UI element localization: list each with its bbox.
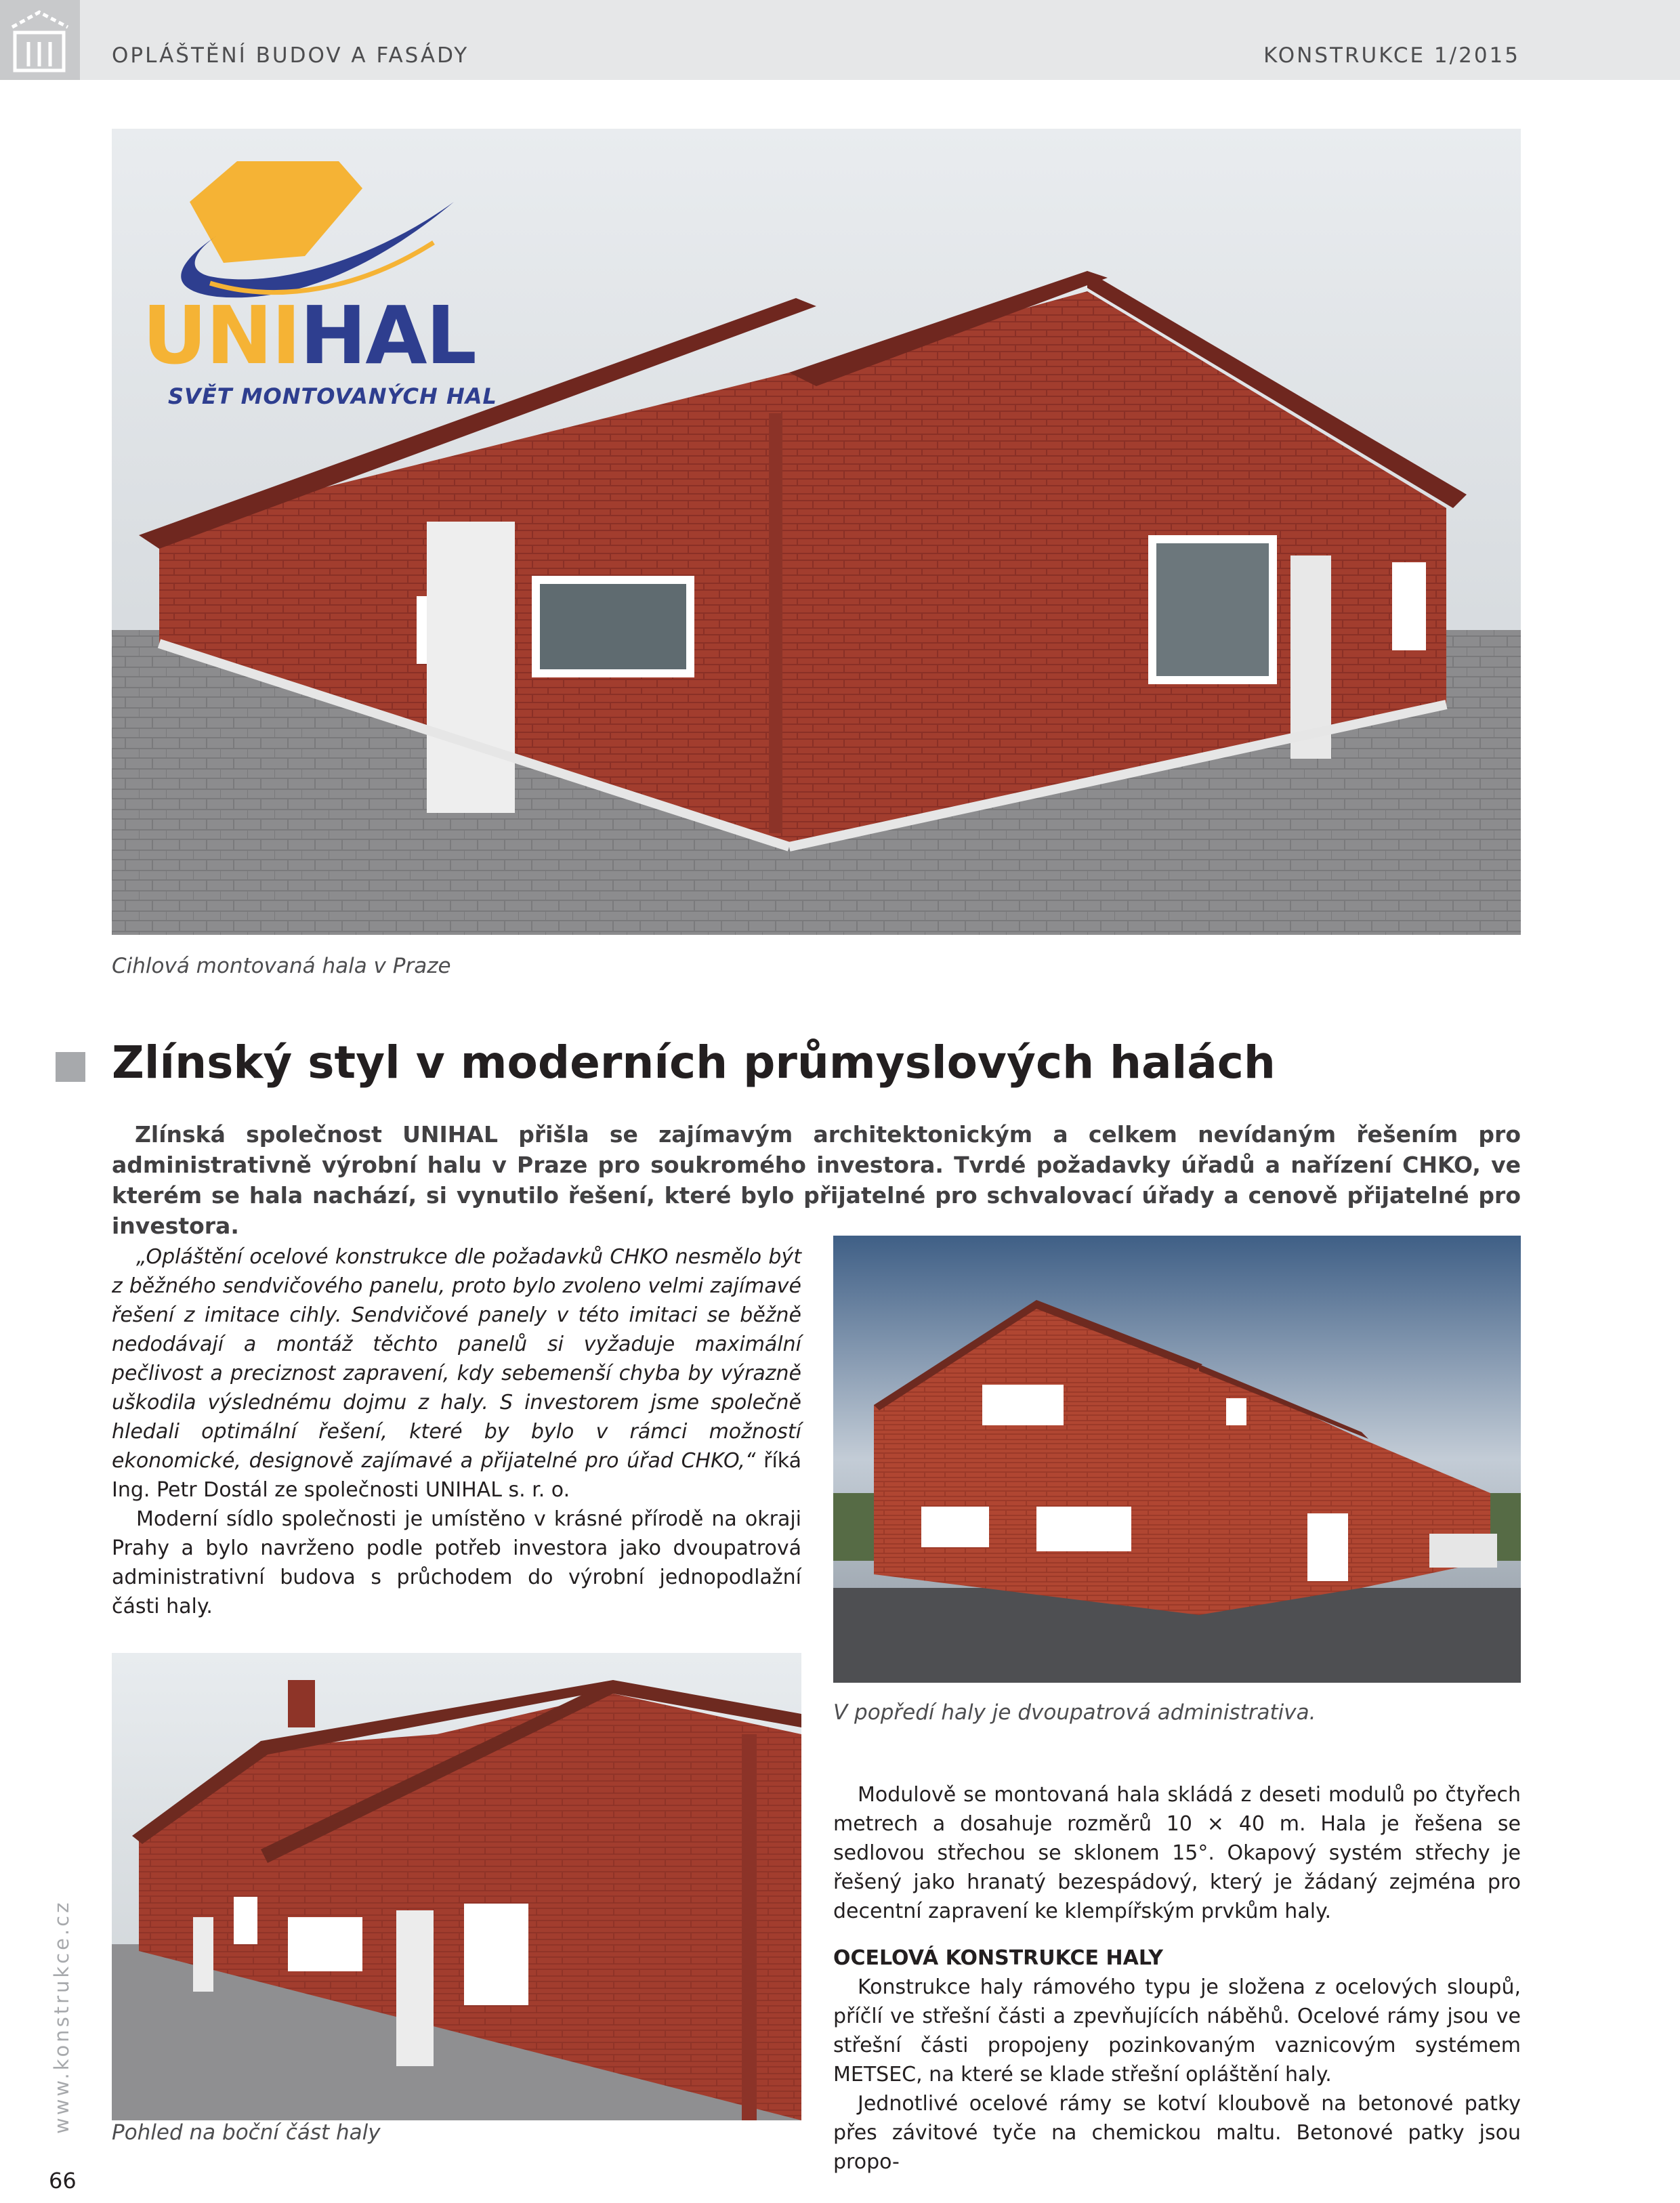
main-photo-caption: Cihlová montovaná hala v Praze [112, 954, 451, 978]
section-title: OPLÁŠTĚNÍ BUDOV A FASÁDY [112, 43, 469, 68]
logo-tagline: SVĚT MONTOVANÝCH HAL [168, 383, 497, 409]
admin-photo [833, 1236, 1521, 1683]
paragraph-konstrukce: Konstrukce haly rámového typu je složena z ocelových sloupů, příčlí ve střešní části a zpevňujících náběhů. Ocelové rámy jsou ve střešní části propojeny pozinkovaným vaznicovým systémem METSEC, na které se klade střešní opláštění haly. [833, 1975, 1521, 2086]
side-photo-caption: Pohled na boční část haly [112, 2120, 381, 2145]
building-icon [0, 0, 80, 80]
admin-photo-caption: V popředí haly je dvoupatrová administrativa. [833, 1700, 1316, 1725]
right-column-text [833, 1780, 1521, 2177]
article-title: Zlínský styl v moderních průmyslových halách [112, 1036, 1276, 1089]
paragraph-modul: Modulově se montovaná hala skládá z deseti modulů po čtyřech metrech a dosahuje rozměrů 10 × 40 m. Hala je řešena se sedlovou střechou se sklonem 15°. Okapový systém střechy je řešený jako hranatý bezespádový, který je žádaný zejména pro decentní zapravení ke klempířským prvkům haly. [833, 1783, 1521, 1923]
heading-marker [56, 1052, 85, 1082]
page-number: 66 [49, 2168, 77, 2194]
issue-label: KONSTRUKCE 1/2015 [1263, 43, 1520, 68]
quote-paragraph [112, 1242, 801, 1505]
paragraph-ramy: Jednotlivé ocelové rámy se kotví kloubově na betonové patky přes závitové tyče na chemickou maltu. Betonové patky jsou propo- [833, 2092, 1521, 2174]
left-column-text [112, 1242, 801, 1621]
website-url: www.konstrukce.cz [50, 1900, 73, 2134]
subheading-ocelova-konstrukce: OCELOVÁ KONSTRUKCE HALY [833, 1946, 1163, 1970]
logo-uni: UNI [142, 289, 300, 382]
side-photo [112, 1653, 801, 2120]
logo-wordmark [142, 289, 476, 382]
quote-attribution: říká Ing. Petr Dostál ze společnosti UNIHAL s. r. o. [112, 1449, 802, 1502]
quote-text: „Opláštění ocelové konstrukce dle požadavků CHKO nesmělo být z běžného sendvičového panelu, proto bylo zvoleno velmi zajímavé řešení z imitace cihly. Sendvičové panely v této imitaci se běžně nedodávají a montáž těchto panelů si vyžaduje maximální pečlivost a preciznost zapravení, kdy sebemenší chyba by výrazně uškodila výslednému dojmu z haly. S investorem jsme společně hledali optimální řešení, které by bylo v rámci možností ekonomické, designově zajímavé a přijatelné pro úřad CHKO,“ [112, 1245, 801, 1473]
paragraph-sidlo: Moderní sídlo společnosti je umístěno v krásné přírodě na okraji Prahy a bylo navrženo podle potřeb investora jako dvoupatrová administrativní budova s průchodem do výrobní jednopodlažní části haly. [112, 1507, 801, 1618]
logo-hal: HAL [299, 289, 476, 382]
article-lead: Zlínská společnost UNIHAL přišla se zajímavým architektonickým a celkem nevídaným řešením pro administrativně výrobní halu v Praze pro soukromého investora. Tvrdé požadavky úřadů a nařízení CHKO, ve kterém se hala nachází, si vynutilo řešení, které bylo přijatelné pro schvalovací úřady a cenově přijatelné pro investora. [112, 1121, 1521, 1239]
page-header [0, 0, 1680, 80]
